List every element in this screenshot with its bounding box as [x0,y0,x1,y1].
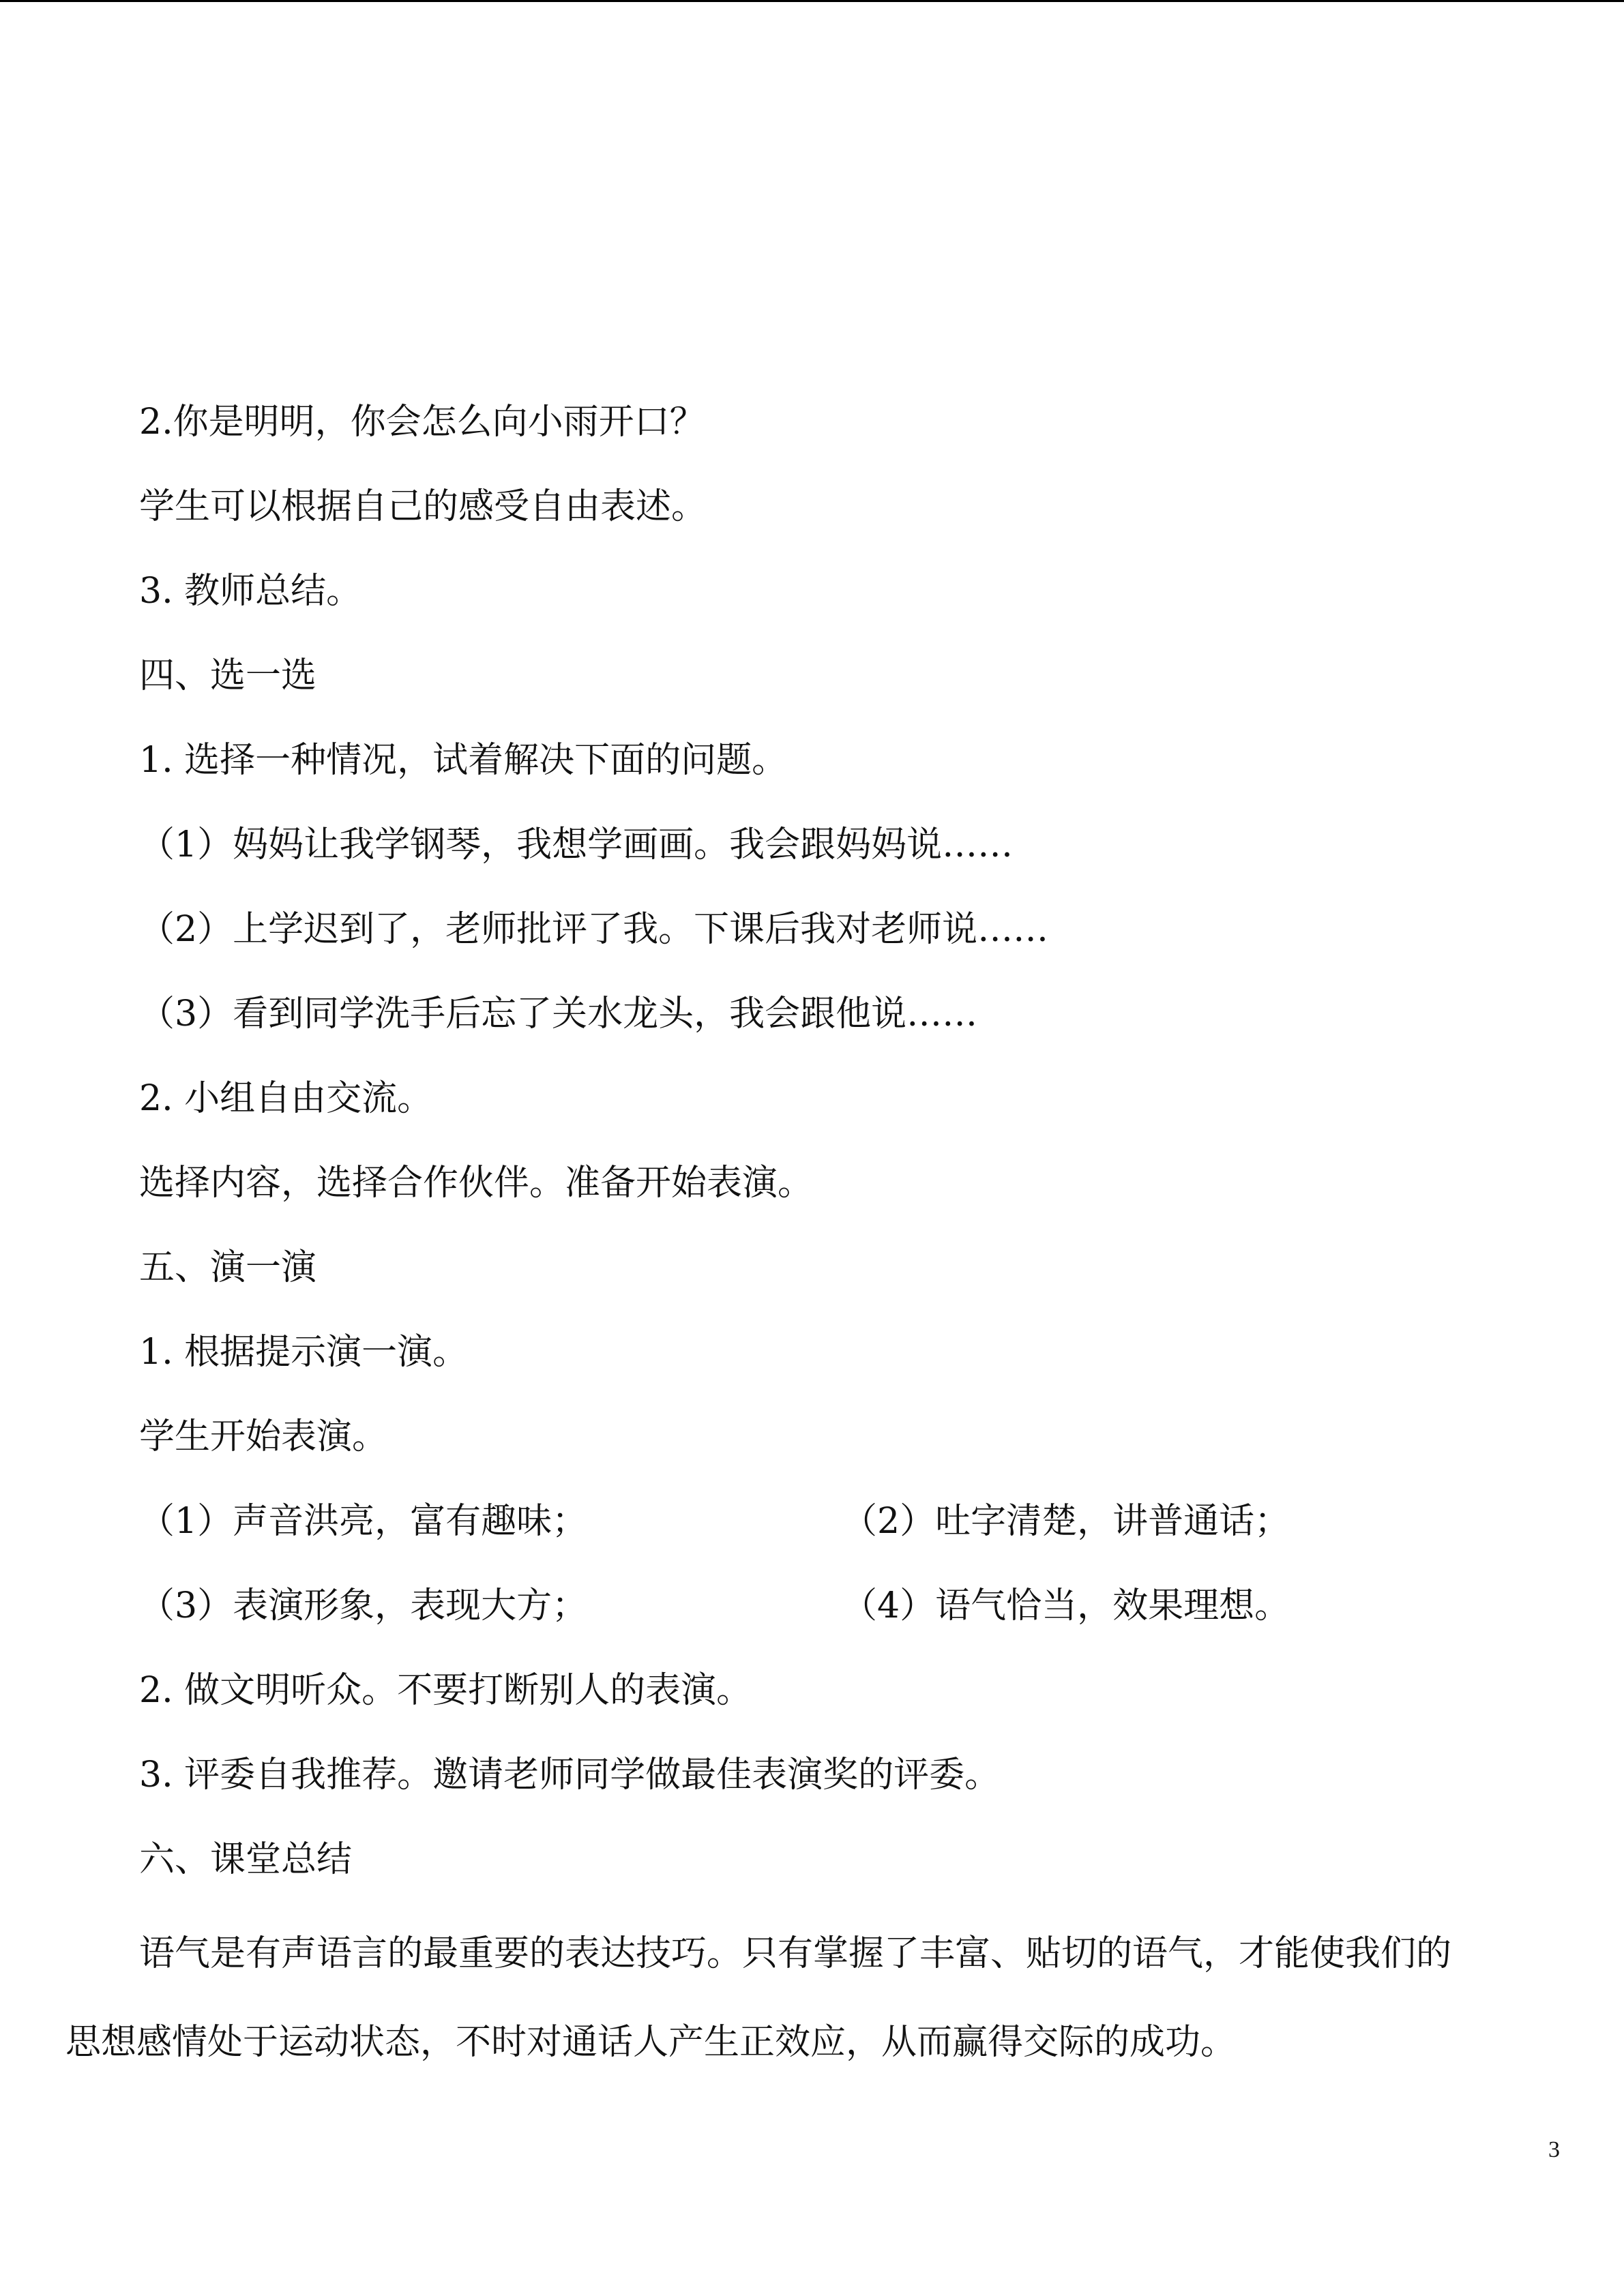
text-line: 2.你是明明，你会怎么向小雨开口？ [139,402,705,443]
section-heading: 六、课堂总结 [139,1839,353,1880]
criteria-row [139,1500,1290,1543]
text-line: 3. 评委自我推荐。邀请老师同学做最佳表演奖的评委。 [139,1755,1001,1795]
text-line: （3）看到同学洗手后忘了关水龙头，我会跟他说…… [139,994,978,1034]
criteria-item: （1）声音洪亮，富有趣味； [139,1501,588,1542]
text-line: （1）妈妈让我学钢琴，我想学画画。我会跟妈妈说…… [139,824,1014,865]
summary-line-2: 思想感情处于运动状态，不时对通话人产生正效应，从而赢得交际的成功。 [65,2022,1237,2063]
text-line: 1. 选择一种情况，试着解决下面的问题。 [139,740,788,781]
criteria-item: （2）吐字清楚，讲普通话； [842,1501,1290,1542]
criteria-item: （4）语气恰当，效果理想。 [842,1585,1290,1626]
text-line: 2. 小组自由交流。 [139,1078,433,1119]
text-line: 学生开始表演。 [139,1416,388,1457]
text-line: 2. 做文明听众。不要打断别人的表演。 [139,1670,752,1711]
text-line: 1. 根据提示演一演。 [139,1332,469,1373]
text-line: （2）上学迟到了，老师批评了我。下课后我对老师说…… [139,909,1049,950]
section-heading: 五、演一演 [139,1247,317,1288]
page-number: 3 [1548,2137,1560,2162]
text-line: 3. 教师总结。 [139,571,362,612]
text-line: 选择内容，选择合作伙伴。准备开始表演。 [139,1163,814,1204]
section-heading: 四、选一选 [139,655,317,696]
criteria-item: （3）表演形象，表现大方； [139,1585,588,1626]
summary-line-1: 语气是有声语言的最重要的表达技巧。只有掌握了丰富、贴切的语气，才能使我们的 [139,1933,1452,1974]
text-line: 学生可以根据自己的感受自由表述。 [139,486,707,527]
criteria-row [139,1584,1290,1628]
